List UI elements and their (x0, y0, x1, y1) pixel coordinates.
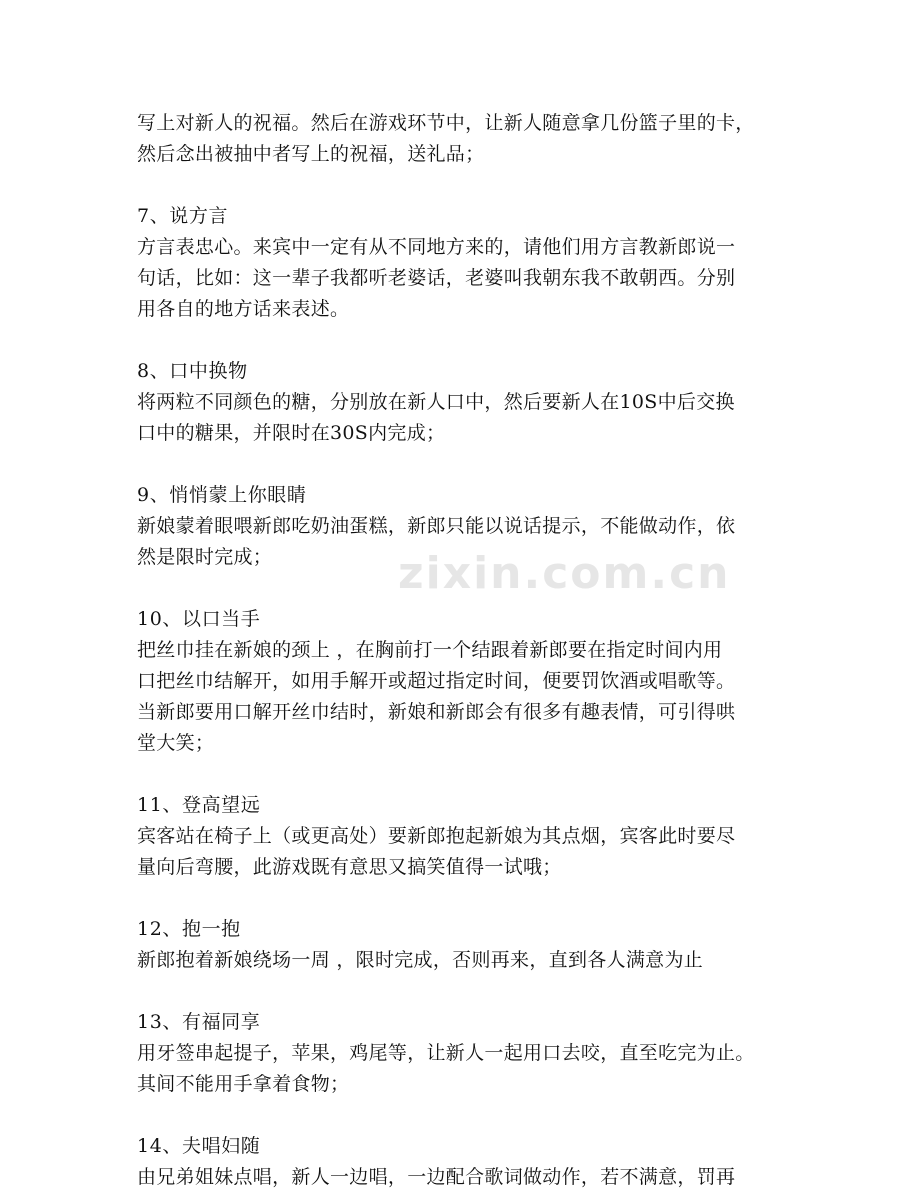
paragraph-line: 用牙签串起提子，苹果，鸡尾等，让新人一起用口去咬，直至吃完为止。 (137, 1042, 755, 1064)
paragraph-line: 句话，比如：这一辈子我都听老婆话，老婆叫我朝东我不敢朝西。分别 (137, 267, 736, 289)
paragraph-line: 方言表忠心。来宾中一定有从不同地方来的，请他们用方言教新郎说一 (137, 236, 736, 258)
section-heading: 11、登高望远 (137, 794, 261, 816)
section-heading: 12、抱一抱 (137, 918, 241, 940)
paragraph-line: 当新郎要用口解开丝巾结时，新娘和新郎会有很多有趣表情，可引得哄 (137, 701, 736, 723)
paragraph-line: 新郎抱着新娘绕场一周 ，限时完成，否则再来，直到各人满意为止 (137, 949, 704, 971)
paragraph-line: 将两粒不同颜色的糖，分别放在新人口中，然后要新人在10S中后交换 (137, 391, 735, 413)
section-heading: 7、说方言 (137, 205, 229, 227)
paragraph-line: 然是限时完成； (137, 546, 273, 568)
paragraph-line: 口把丝巾结解开，如用手解开或超过指定时间，便要罚饮酒或唱歌等。 (137, 670, 736, 692)
paragraph-line: 宾客站在椅子上（或更高处）要新郎抱起新娘为其点烟，宾客此时要尽 (137, 825, 736, 847)
section-heading: 10、以口当手 (137, 608, 261, 630)
paragraph-line: 新娘蒙着眼喂新郎吃奶油蛋糕，新郎只能以说话提示，不能做动作，依 (137, 515, 736, 537)
paragraph-line: 口中的糖果，并限时在30S内完成； (137, 422, 446, 444)
paragraph-line: 把丝巾挂在新娘的颈上 ，在胸前打一个结跟着新郎要在指定时间内用 (137, 639, 723, 661)
intro-line: 写上对新人的祝福。然后在游戏环节中，让新人随意拿几份篮子里的卡， (137, 112, 755, 134)
section-heading: 14、夫唱妇随 (137, 1135, 261, 1157)
paragraph-line: 堂大笑； (137, 732, 215, 754)
paragraph-line: 由兄弟姐妹点唱，新人一边唱，一边配合歌词做动作，若不满意，罚再 (137, 1166, 736, 1188)
intro-line: 然后念出被抽中者写上的祝福，送礼品； (137, 143, 485, 165)
paragraph-line: 量向后弯腰，此游戏既有意思又搞笑值得一试哦； (137, 856, 562, 878)
paragraph-line: 用各自的地方话来表述。 (137, 298, 350, 320)
section-heading: 13、有福同享 (137, 1011, 261, 1033)
paragraph-line: 其间不能用手拿着食物； (137, 1073, 350, 1095)
document-body (137, 108, 797, 1193)
watermark: zixin.com.cn (398, 548, 731, 599)
section-heading: 8、口中换物 (137, 360, 248, 382)
section-heading: 9、悄悄蒙上你眼睛 (137, 484, 307, 506)
